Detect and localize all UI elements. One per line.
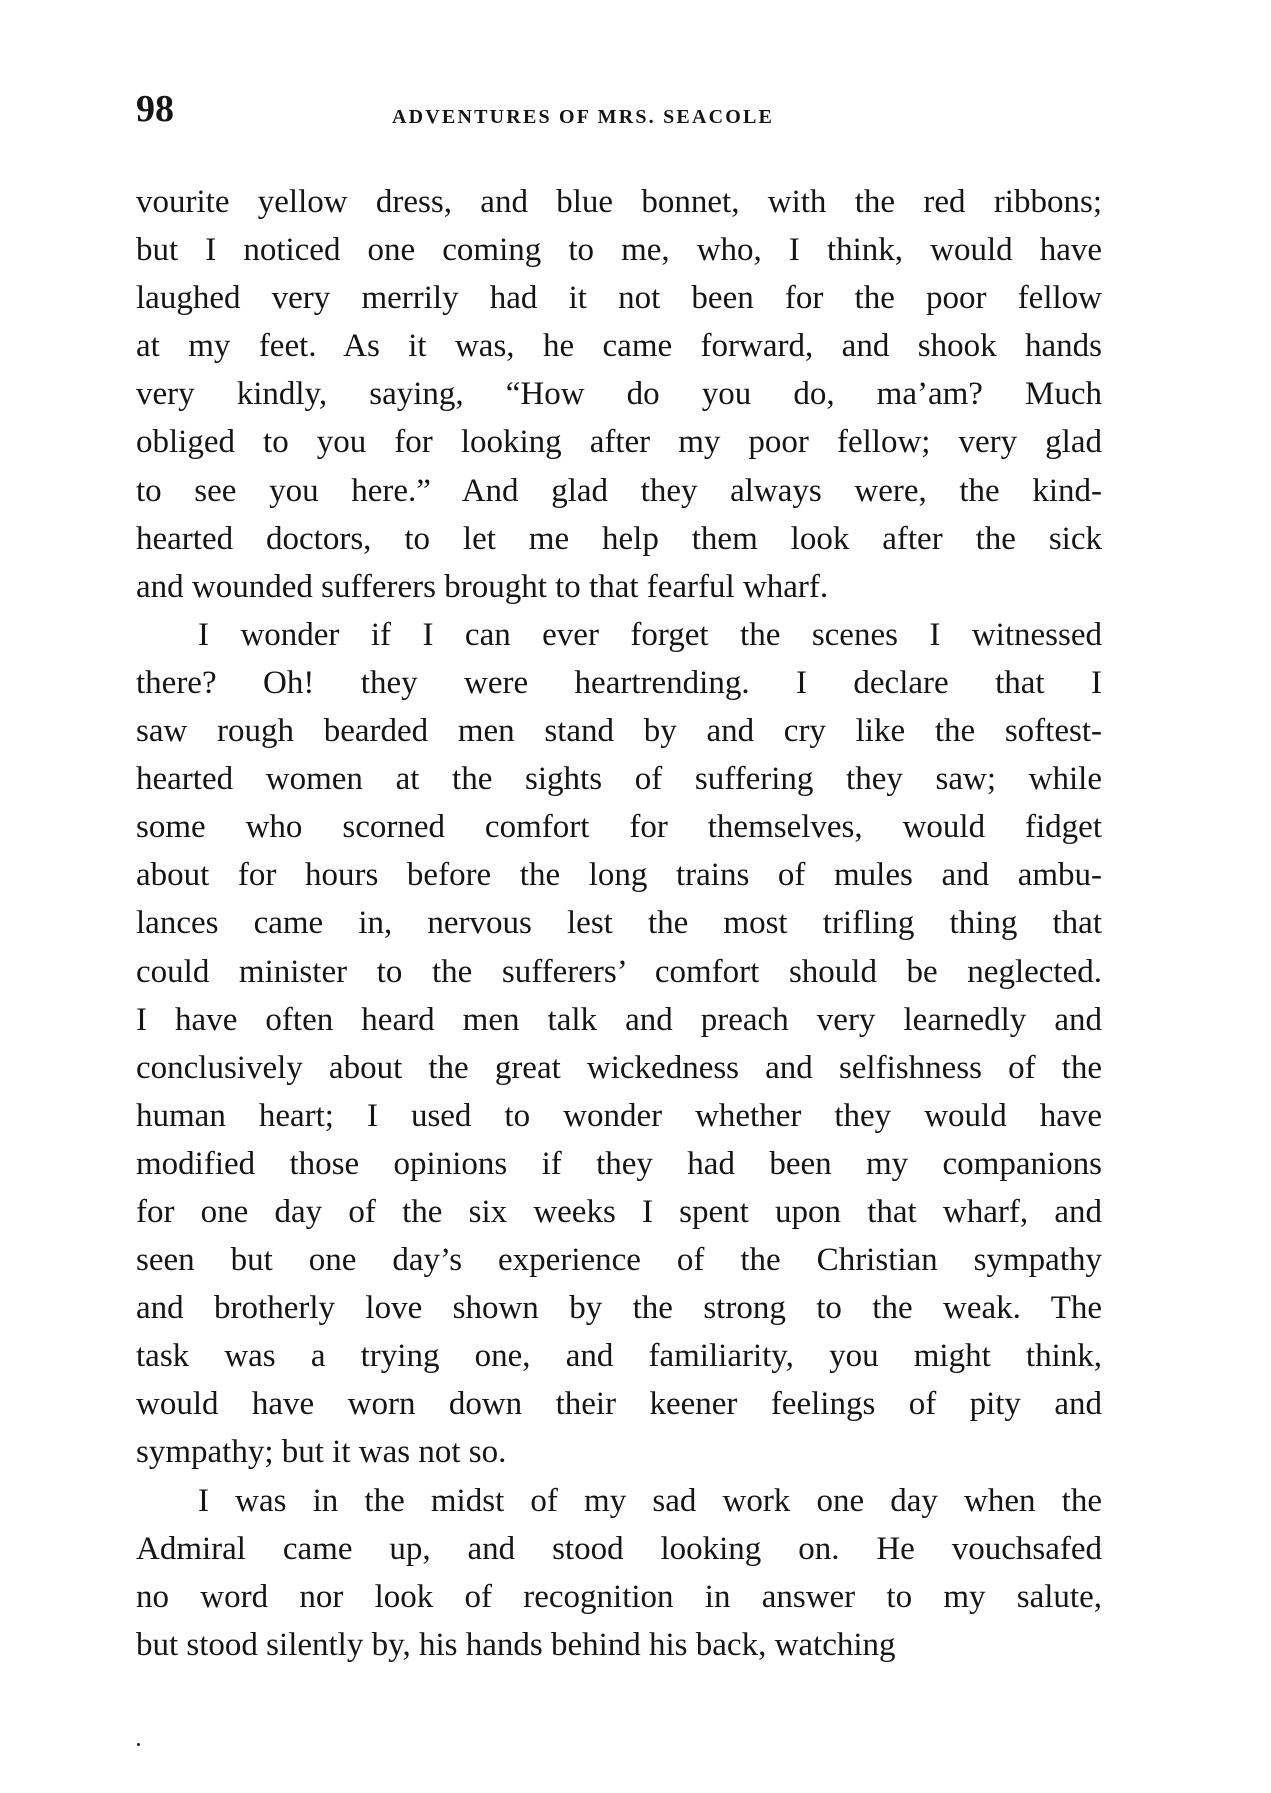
text-line: lances came in, nervous lest the most trifling thing that	[136, 905, 1102, 942]
text-line: saw rough bearded men stand by and cry like the softest-	[136, 713, 1102, 750]
text-line: very kindly, saying, “How do you do, ma’am? Much	[136, 376, 1102, 413]
text-line: about for hours before the long trains of mules and ambu-	[136, 857, 1102, 894]
text-line: Admiral came up, and stood looking on. He vouchsafed	[136, 1530, 1102, 1567]
text-line: I have often heard men talk and preach very learnedly and	[136, 1001, 1102, 1038]
text-line: no word nor look of recognition in answer to my salute,	[136, 1578, 1102, 1615]
text-line: but I noticed one coming to me, who, I think, would have	[136, 232, 1102, 269]
text-line: and brotherly love shown by the strong to the weak. The	[136, 1290, 1102, 1327]
text-line: modified those opinions if they had been my companions	[136, 1145, 1102, 1182]
text-line: task was a trying one, and familiarity, you might think,	[136, 1338, 1102, 1375]
text-line: obliged to you for looking after my poor fellow; very glad	[136, 424, 1102, 461]
running-head	[136, 84, 1096, 134]
text-line: human heart; I used to wonder whether they would have	[136, 1097, 1102, 1134]
text-line: could minister to the sufferers’ comfort should be neglected.	[136, 953, 1102, 990]
text-line: sympathy; but it was not so.	[136, 1434, 507, 1471]
text-line: to see you here.” And glad they always were, the kind-	[136, 472, 1102, 509]
body-text	[136, 178, 1102, 1669]
text-line: vourite yellow dress, and blue bonnet, with the red ribbons;	[136, 184, 1102, 220]
text-line: hearted doctors, to let me help them look after the sick	[136, 520, 1102, 557]
text-line: and wounded sufferers brought to that fearful wharf.	[136, 568, 829, 605]
text-line: for one day of the six weeks I spent upon that wharf, and	[136, 1193, 1102, 1230]
text-line: but stood silently by, his hands behind his back, watching	[136, 1626, 896, 1663]
paragraph	[136, 1477, 1102, 1669]
print-speck	[137, 1743, 140, 1746]
page-number: 98	[136, 88, 174, 130]
text-line: seen but one day’s experience of the Christian sympathy	[136, 1242, 1102, 1279]
text-line: hearted women at the sights of suffering they saw; while	[136, 761, 1102, 798]
text-line: at my feet. As it was, he came forward, and shook hands	[136, 328, 1102, 365]
paragraph	[136, 611, 1102, 1477]
text-line: there? Oh! they were heartrending. I declare that I	[136, 664, 1102, 701]
running-title: ADVENTURES OF MRS. SEACOLE	[392, 106, 775, 128]
text-line: I was in the midst of my sad work one day when the	[198, 1482, 1102, 1519]
text-line: some who scorned comfort for themselves, would fidget	[136, 809, 1102, 846]
paragraph	[136, 178, 1102, 611]
text-line: I wonder if I can ever forget the scenes I witnessed	[198, 616, 1102, 653]
text-line: laughed very merrily had it not been for the poor fellow	[136, 280, 1102, 317]
text-line: conclusively about the great wickedness and selfishness of the	[136, 1049, 1102, 1086]
text-line: would have worn down their keener feelings of pity and	[136, 1386, 1102, 1423]
